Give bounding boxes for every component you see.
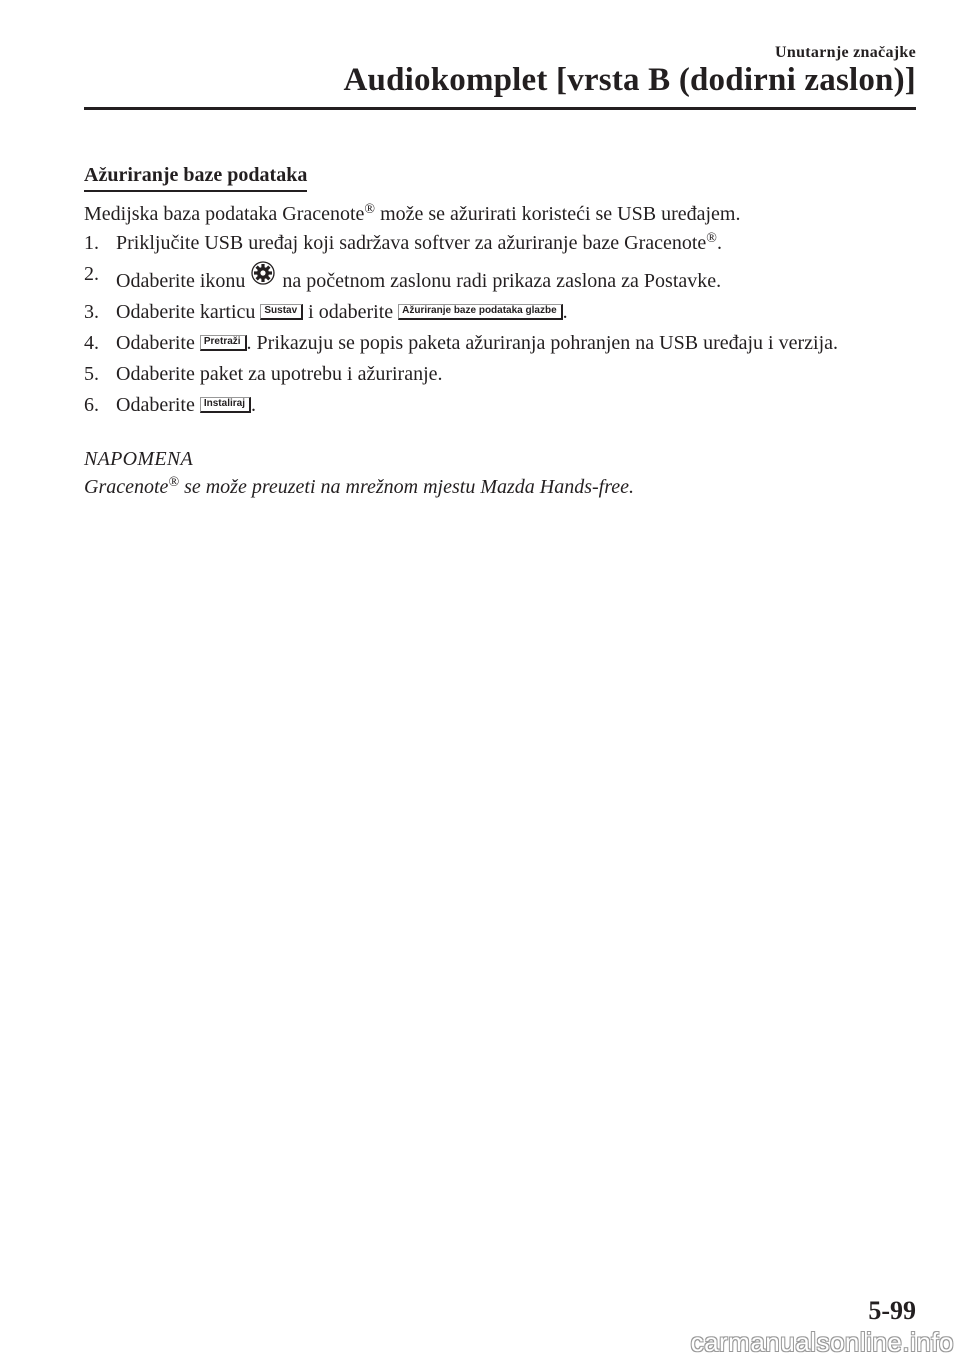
- search-button: Pretraži: [200, 335, 247, 351]
- list-item: [84, 230, 884, 257]
- page-number: 5-99: [868, 1296, 916, 1325]
- gear-icon: [251, 261, 275, 285]
- step-text: Odaberite: [116, 394, 200, 416]
- steps-list: [84, 230, 884, 419]
- page-title: Audiokomplet [vrsta B (dodirni zaslon)]: [343, 62, 916, 98]
- main-content: [84, 200, 884, 423]
- sustav-button: Sustav: [260, 304, 303, 320]
- step-number: 5.: [84, 363, 99, 385]
- watermark: carmanualsonline.info: [690, 1327, 954, 1357]
- note-heading: NAPOMENA: [84, 448, 194, 470]
- step-text: Odaberite paket za upotrebu i ažuriranje.: [116, 363, 443, 385]
- intro-text-after: može se ažurirati koristeći se USB uređajem.: [375, 203, 741, 225]
- list-item: [84, 361, 884, 388]
- chapter-label: Unutarnje značajke: [775, 44, 916, 61]
- list-item: [84, 330, 884, 357]
- registered-mark: ®: [168, 475, 180, 490]
- list-item: [84, 392, 884, 419]
- step-text: Odaberite karticu: [116, 301, 261, 323]
- step-text-end: .: [562, 301, 568, 323]
- install-button: Instaliraj: [200, 397, 251, 413]
- step-text-end: na početnom zaslonu radi prikaza zaslona za Postavke.: [277, 270, 722, 292]
- step-number: 6.: [84, 394, 99, 416]
- step-text-middle: i odaberite: [303, 301, 399, 323]
- list-item: [84, 261, 884, 295]
- intro-text-before: Medijska baza podataka Gracenote: [84, 203, 365, 225]
- intro-paragraph: [84, 200, 884, 228]
- header-divider: [84, 107, 916, 110]
- section-heading: Ažuriranje baze podataka: [84, 164, 307, 192]
- registered-mark: ®: [706, 231, 717, 246]
- step-text: Odaberite: [116, 332, 200, 354]
- step-number: 4.: [84, 332, 99, 354]
- step-text-end: .: [716, 232, 722, 254]
- step-text: Odaberite ikonu: [116, 270, 251, 292]
- note-text-before: Gracenote: [84, 476, 169, 498]
- step-text: Priključite USB uređaj koji sadržava softver za ažuriranje baze Gracenote: [116, 232, 707, 254]
- step-number: 3.: [84, 301, 99, 323]
- note-text-after: se može preuzeti na mrežnom mjestu Mazda Hands-free.: [179, 476, 635, 498]
- step-text-end: . Prikazuju se popis paketa ažuriranja pohranjen na USB uređaju i verzija.: [246, 332, 839, 354]
- update-music-database-button: Ažuriranje baze podataka glazbe: [398, 304, 563, 320]
- list-item: [84, 299, 884, 326]
- step-text-end: .: [251, 394, 256, 416]
- registered-mark: ®: [364, 202, 376, 217]
- note-text: [84, 476, 634, 499]
- step-number: 2.: [84, 263, 99, 285]
- step-number: 1.: [84, 232, 99, 254]
